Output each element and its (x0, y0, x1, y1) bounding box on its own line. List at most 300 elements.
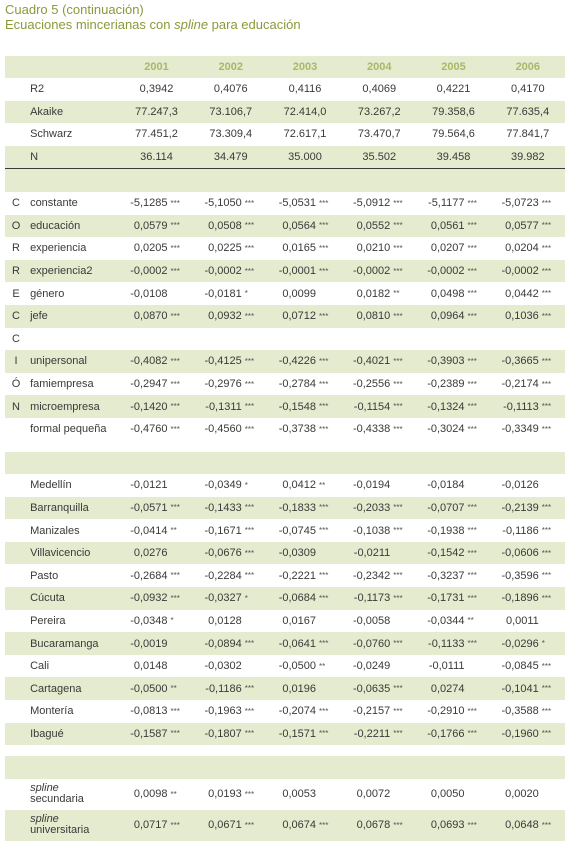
side-letter: O (5, 215, 27, 238)
side-spacer (5, 123, 27, 146)
significance-mark (541, 328, 565, 351)
significance-mark: *** (244, 542, 268, 565)
row-label: famiempresa (30, 378, 94, 391)
significance-mark: *** (392, 587, 416, 610)
table-row (5, 328, 565, 351)
stat-value: 73.470,7 (357, 128, 401, 141)
significance-mark: *** (170, 706, 180, 716)
coef-value: -0,4226 (268, 350, 318, 373)
coef-value: 0,0674 (268, 810, 318, 841)
row-label: Bucaramanga (27, 632, 119, 655)
coef-value: 0,0712 (268, 305, 318, 328)
coef-value: 0,0182 (356, 287, 391, 300)
coef-value: -0,0211 (342, 542, 392, 565)
coef-value: 0,0671 (194, 810, 244, 841)
coef-value: -5,1285 (130, 197, 168, 210)
coef-value: -0,0635 (342, 677, 392, 700)
significance-mark: *** (467, 305, 491, 328)
significance-mark: *** (244, 305, 268, 328)
significance-mark: *** (244, 243, 255, 253)
caption-title: Cuadro 5 (continuación) (5, 2, 144, 17)
band-separator (5, 169, 565, 192)
significance-mark (170, 632, 194, 655)
row-label: Cartagena (27, 677, 119, 700)
significance-mark: *** (319, 379, 329, 389)
regression-table (5, 56, 565, 841)
coef-value: -0,4021 (342, 350, 392, 373)
coef-value: -5,1177 (428, 197, 465, 210)
coef-value: 0,0276 (119, 542, 169, 565)
side-letter: E (12, 287, 20, 300)
separator-cell (5, 745, 565, 756)
significance-mark: *** (467, 526, 477, 536)
significance-mark (541, 474, 565, 497)
coef-value: -0,4338 (352, 423, 391, 436)
coef-value: -0,1154 (342, 395, 392, 418)
coef-value: -0,2033 (342, 497, 392, 520)
significance-mark: *** (170, 350, 194, 373)
stat-value: 0,4116 (288, 83, 322, 96)
significance-mark: *** (319, 424, 329, 434)
coef-value: 0,0204 (505, 242, 539, 255)
coef-value: -5,0912 (352, 197, 391, 210)
coef-value: -0,0002 (491, 260, 541, 283)
year-header: 2001 (119, 56, 193, 78)
coef-value: -0,4560 (204, 423, 242, 436)
side-spacer (5, 587, 27, 610)
significance-mark: *** (467, 810, 491, 841)
coef-value: -0,1960 (491, 723, 541, 746)
significance-mark (467, 655, 491, 678)
significance-mark (170, 282, 194, 305)
stat-value: 35.502 (342, 146, 416, 169)
separator-row (5, 745, 565, 756)
significance-mark (318, 282, 342, 305)
stat-value: 0,4170 (510, 83, 545, 96)
row-label: Cali (30, 660, 50, 673)
coef-value: 0,0678 (342, 810, 392, 841)
significance-mark: *** (467, 632, 491, 655)
coef-value: -0,4125 (194, 350, 244, 373)
significance-mark: * (244, 289, 248, 299)
stat-value: 72.617,1 (283, 128, 327, 141)
significance-mark: *** (244, 379, 255, 389)
coef-value: -0,1133 (416, 632, 466, 655)
significance-mark: *** (244, 424, 255, 434)
stat-value: 0,4076 (213, 83, 248, 96)
coef-value: -0,0309 (268, 542, 318, 565)
coef-value: -0,2074 (278, 705, 317, 718)
significance-mark: *** (170, 424, 180, 434)
coef-value: -0,0344 (427, 614, 465, 627)
row-label: Barranquilla (27, 497, 119, 520)
significance-mark: *** (319, 198, 329, 208)
stat-label: R2 (30, 83, 45, 96)
row-label: género (30, 287, 65, 300)
coef-value: -0,0296 (491, 632, 541, 655)
significance-mark: *** (541, 215, 565, 238)
side-spacer (5, 700, 27, 723)
significance-mark: *** (318, 260, 342, 283)
table-row (5, 779, 565, 810)
stat-label: N (27, 146, 119, 169)
coef-value: -0,1587 (119, 723, 169, 746)
coef-value: -0,2342 (352, 569, 391, 582)
side-letter: C (5, 305, 27, 328)
coef-value: -0,1433 (194, 497, 244, 520)
significance-mark: *** (541, 542, 565, 565)
significance-mark: *** (541, 661, 552, 671)
stat-value: 73.106,7 (194, 101, 268, 124)
coef-value: -0,4760 (130, 423, 168, 436)
year-header: 2004 (342, 56, 416, 78)
stat-value: 35.000 (268, 146, 342, 169)
significance-mark: *** (467, 260, 491, 283)
significance-mark: *** (541, 810, 565, 841)
coef-value: -0,0002 (342, 260, 392, 283)
significance-mark (392, 328, 416, 351)
coef-value: -0,0813 (130, 705, 168, 718)
significance-mark (318, 328, 342, 351)
significance-mark: *** (541, 677, 565, 700)
side-letter (5, 418, 27, 441)
coef-value: -0,0745 (278, 524, 317, 537)
significance-mark: *** (467, 350, 491, 373)
spline-label (30, 783, 84, 805)
significance-mark: *** (467, 215, 491, 238)
significance-mark: *** (318, 810, 342, 841)
side-spacer (5, 474, 27, 497)
coef-value: -0,0676 (194, 542, 244, 565)
spline-level: universitaria (30, 824, 90, 837)
significance-mark: *** (318, 723, 342, 746)
table-row (5, 723, 565, 746)
significance-mark: *** (392, 632, 416, 655)
coef-value: -0,1186 (502, 524, 539, 537)
header-spacer (27, 56, 119, 78)
significance-mark: *** (393, 706, 403, 716)
table-row (5, 305, 565, 328)
significance-mark (392, 542, 416, 565)
stat-label: Akaike (27, 101, 119, 124)
significance-mark: *** (244, 677, 268, 700)
side-letter: R (5, 260, 27, 283)
coef-value: -0,2976 (204, 378, 242, 391)
coef-value: 0,0412 (282, 479, 317, 492)
significance-mark (392, 474, 416, 497)
significance-mark: *** (170, 379, 180, 389)
coef-value: -0,2284 (204, 569, 242, 582)
significance-mark: *** (467, 587, 491, 610)
significance-mark (318, 779, 342, 810)
significance-mark: *** (541, 260, 565, 283)
year-header: 2003 (268, 56, 342, 78)
significance-mark (392, 655, 416, 678)
coef-value: -0,1963 (204, 705, 242, 718)
significance-mark: *** (244, 395, 268, 418)
stat-value: 77.635,4 (491, 101, 565, 124)
significance-mark: *** (393, 379, 403, 389)
significance-mark: *** (244, 350, 268, 373)
coef-value: -5,0723 (501, 197, 539, 210)
band-separator-cell (5, 452, 565, 475)
coef-value: 0,0020 (505, 788, 539, 801)
significance-mark: *** (392, 350, 416, 373)
significance-mark (318, 610, 342, 633)
significance-mark (318, 677, 342, 700)
coef-value: -0,0108 (130, 287, 168, 300)
significance-mark (244, 655, 268, 678)
significance-mark: * (170, 616, 174, 626)
coef-value: -0,1173 (342, 587, 392, 610)
stat-value: 36.114 (119, 146, 193, 169)
stat-row (5, 123, 565, 146)
coef-value: -0,0184 (427, 479, 465, 492)
significance-mark: ** (170, 677, 194, 700)
coef-value (268, 328, 318, 351)
coef-value: 0,0011 (505, 614, 539, 627)
significance-mark: *** (467, 571, 477, 581)
coef-value: -0,3596 (501, 569, 539, 582)
coef-value: 0,0932 (194, 305, 244, 328)
coef-value: 0,0577 (491, 215, 541, 238)
coef-value (491, 328, 541, 351)
coef-value: -0,1807 (194, 723, 244, 746)
coef-value: 0,0870 (119, 305, 169, 328)
coef-value: -0,3588 (501, 705, 539, 718)
significance-mark: *** (318, 497, 342, 520)
row-label: Medellín (30, 479, 72, 492)
significance-mark: *** (541, 198, 552, 208)
side-spacer (5, 779, 27, 810)
significance-mark: *** (541, 706, 552, 716)
coef-value: 0,0053 (282, 788, 317, 801)
coef-value: -0,2684 (130, 569, 168, 582)
caption-subtitle: Ecuaciones mincerianas con spline para educación (5, 17, 301, 32)
significance-mark: ** (170, 789, 177, 799)
coef-value: -0,3903 (416, 350, 466, 373)
coef-value: -0,0111 (428, 660, 465, 673)
coef-value: -0,0002 (416, 260, 466, 283)
side-spacer (5, 655, 27, 678)
significance-mark: *** (467, 379, 477, 389)
coef-value: -0,0249 (352, 660, 391, 673)
coef-value: -0,1186 (194, 677, 244, 700)
year-header: 2006 (491, 56, 565, 78)
stat-value: 0,4069 (362, 83, 397, 96)
significance-mark: *** (392, 215, 416, 238)
coef-value: 0,0196 (268, 677, 318, 700)
significance-mark: * (541, 632, 565, 655)
coef-value: 0,0508 (194, 215, 244, 238)
side-letter: Ó (11, 378, 21, 391)
coef-value: 0,0193 (208, 788, 242, 801)
stat-value: 79.564,6 (432, 128, 475, 141)
significance-mark: *** (170, 198, 180, 208)
coef-value: 0,0717 (119, 810, 169, 841)
band-separator (5, 756, 565, 779)
coef-value: -0,1766 (416, 723, 466, 746)
row-label: constante (30, 197, 78, 210)
significance-mark: ** (393, 289, 400, 299)
side-spacer (5, 146, 27, 169)
coef-value: -0,0194 (352, 479, 391, 492)
coef-value: 0,0552 (342, 215, 392, 238)
separator-row (5, 441, 565, 452)
coef-value: -0,2157 (352, 705, 391, 718)
coef-value: -0,0327 (194, 587, 244, 610)
stat-value: 0,4221 (436, 83, 471, 96)
table-row (5, 350, 565, 373)
coef-value (119, 328, 169, 351)
coef-value: 0,0165 (282, 242, 317, 255)
coef-value: -0,1833 (268, 497, 318, 520)
coef-value: -0,3237 (427, 569, 465, 582)
spline-word: spline (30, 782, 59, 795)
coef-value: -5,0531 (278, 197, 317, 210)
coef-value: -0,0500 (278, 660, 317, 673)
row-label: experiencia (30, 242, 87, 255)
coef-value: -0,3024 (427, 423, 465, 436)
side-letter: N (5, 395, 27, 418)
row-label: Manizales (30, 524, 80, 537)
table-row (5, 474, 565, 497)
coef-value: -0,0932 (119, 587, 169, 610)
significance-mark: ** (467, 616, 474, 626)
coef-value: -0,1324 (416, 395, 466, 418)
coef-value: -0,0058 (352, 614, 391, 627)
coef-value: -0,1671 (204, 524, 242, 537)
coef-value: -0,1571 (268, 723, 318, 746)
significance-mark (467, 474, 491, 497)
coef-value: -0,1548 (268, 395, 318, 418)
coef-value: 0,0442 (505, 287, 539, 300)
row-label (27, 328, 119, 351)
coef-value: -0,1038 (352, 524, 391, 537)
coef-value: 0,0098 (133, 788, 168, 801)
significance-mark: *** (541, 497, 565, 520)
significance-mark: *** (392, 723, 416, 746)
stat-value: 0,3942 (139, 83, 174, 96)
significance-mark: *** (467, 723, 491, 746)
significance-mark: ** (319, 480, 326, 490)
coef-value: -0,1731 (416, 587, 466, 610)
coef-value (342, 328, 392, 351)
side-spacer (5, 101, 27, 124)
significance-mark (170, 474, 194, 497)
significance-mark: *** (170, 587, 194, 610)
significance-mark (467, 328, 491, 351)
coef-value: -0,0571 (119, 497, 169, 520)
coef-value: 0,0810 (342, 305, 392, 328)
stat-value: 72.414,0 (268, 101, 342, 124)
table-body (5, 56, 565, 841)
table-row (5, 519, 565, 542)
significance-mark (318, 542, 342, 565)
coef-value (194, 328, 244, 351)
header-row (5, 56, 565, 78)
significance-mark: *** (170, 260, 194, 283)
table-row (5, 587, 565, 610)
coef-value: -0,0684 (268, 587, 318, 610)
significance-mark: *** (541, 350, 565, 373)
significance-mark: *** (244, 198, 255, 208)
row-label: educación (27, 215, 119, 238)
significance-mark: *** (393, 571, 403, 581)
stat-value: 77.451,2 (135, 128, 178, 141)
coef-value: -0,0845 (501, 660, 539, 673)
significance-mark: *** (318, 350, 342, 373)
separator-cell (5, 441, 565, 452)
stat-value: 39.458 (416, 146, 490, 169)
table-row (5, 192, 565, 215)
row-label: Cúcuta (27, 587, 119, 610)
stat-row (5, 146, 565, 169)
stat-value: 73.309,4 (209, 128, 253, 141)
significance-mark: *** (392, 305, 416, 328)
significance-mark: *** (541, 243, 552, 253)
table-caption (5, 2, 301, 32)
significance-mark: *** (170, 305, 194, 328)
row-label (27, 810, 119, 841)
coef-value: -0,2556 (352, 378, 391, 391)
coef-value: -0,0641 (268, 632, 318, 655)
significance-mark: ** (319, 661, 326, 671)
band-separator (5, 452, 565, 475)
significance-mark: *** (170, 571, 180, 581)
significance-mark: *** (170, 723, 194, 746)
year-header: 2005 (416, 56, 490, 78)
coef-value: -0,0302 (204, 660, 242, 673)
significance-mark: *** (393, 424, 403, 434)
row-label: experiencia2 (27, 260, 119, 283)
coef-value: 0,0693 (416, 810, 466, 841)
side-spacer (5, 632, 27, 655)
significance-mark: *** (244, 789, 255, 799)
coef-value: -0,1938 (427, 524, 465, 537)
stat-value: 34.479 (194, 146, 268, 169)
table-row (5, 282, 565, 305)
coef-value: -0,0760 (342, 632, 392, 655)
coef-value: 0,0072 (356, 788, 391, 801)
table-row (5, 260, 565, 283)
coef-value: -0,1896 (491, 587, 541, 610)
coef-value: -0,0002 (119, 260, 169, 283)
significance-mark: *** (467, 542, 491, 565)
significance-mark (170, 328, 194, 351)
significance-mark: *** (244, 632, 268, 655)
significance-mark: *** (392, 677, 416, 700)
year-header: 2002 (194, 56, 268, 78)
table-row (5, 215, 565, 238)
significance-mark (467, 779, 491, 810)
table-row (5, 237, 565, 260)
significance-mark: *** (170, 243, 180, 253)
spline-word: spline (30, 813, 59, 826)
stat-row (5, 101, 565, 124)
coef-value: -0,3665 (491, 350, 541, 373)
coef-value: 0,1036 (491, 305, 541, 328)
significance-mark (244, 610, 268, 633)
coef-value: -0,1311 (194, 395, 244, 418)
coef-value: -0,1041 (491, 677, 541, 700)
table-row (5, 700, 565, 723)
significance-mark: *** (541, 289, 552, 299)
significance-mark: *** (392, 810, 416, 841)
stat-value: 77.841,7 (506, 128, 550, 141)
coef-value: 0,0207 (430, 242, 465, 255)
coef-value: -0,2139 (491, 497, 541, 520)
